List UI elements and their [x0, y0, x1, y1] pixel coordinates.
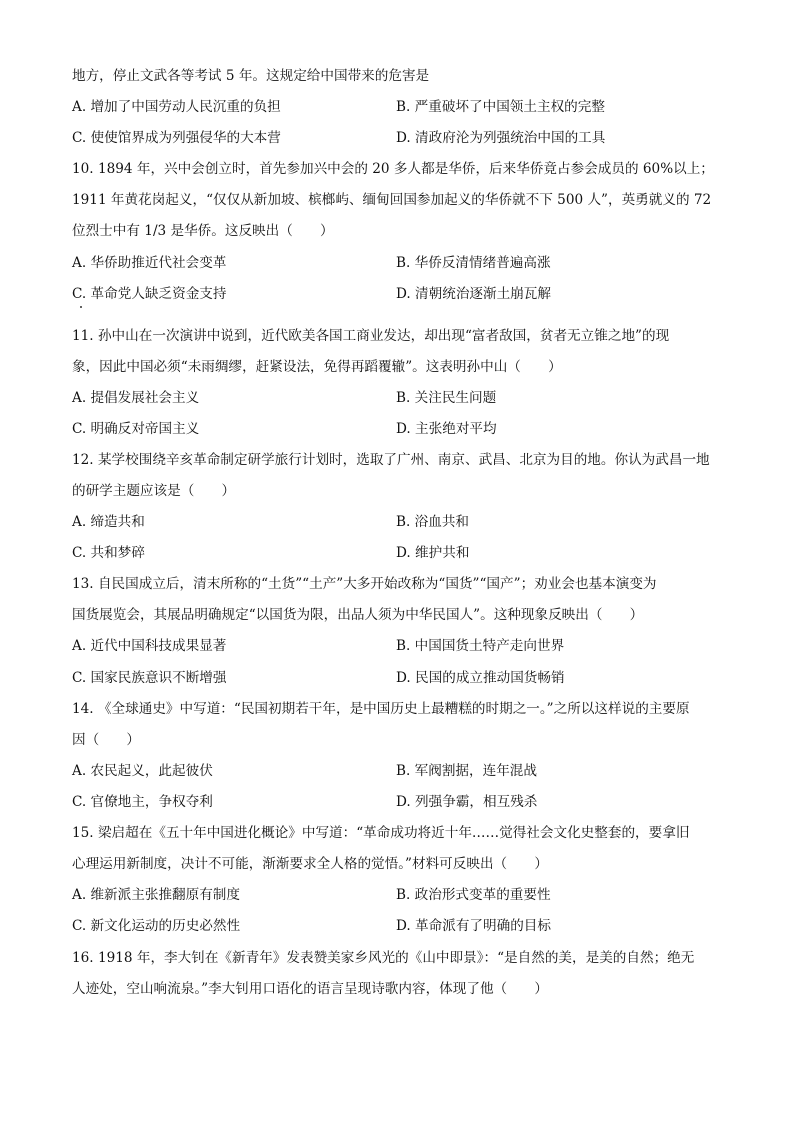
q14-option-a: A. 农民起义，此起彼伏	[72, 763, 213, 779]
q14-option-d: D. 列强争霸，相互残杀	[396, 794, 538, 810]
q11-stem-line2: 象，因此中国必须“未雨绸缪，赶紧设法，免得再蹈覆辙”。这表明孙中山（ ）	[72, 359, 562, 375]
q12-option-d: D. 维护共和	[396, 545, 470, 561]
q12-stem-line2: 的研学主题应该是（ ）	[72, 483, 236, 499]
q11-option-d: D. 主张绝对平均	[396, 421, 497, 437]
q10-stem-line2: 1911 年黄花岗起义，“仅仅从新加坡、槟榔屿、缅甸回国参加起义的华侨就不下 500 人”，英勇就义的 72	[72, 192, 712, 208]
q14-option-b: B. 军阀割据，连年混战	[396, 763, 537, 779]
q15-option-a: A. 维新派主张推翻原有制度	[72, 887, 240, 903]
q13-option-a: A. 近代中国科技成果显著	[72, 638, 227, 654]
q13-stem-line2: 国货展览会，其展品明确规定“以国货为限，出品人须为中华民国人”。这种现象反映出（ ）	[72, 607, 644, 623]
q14-stem-line1: 14. 《全球通史》中写道：“民国初期若干年，是中国历史上最糟糕的时期之一。”之所以这样说的主要原	[72, 701, 690, 717]
q10-stem-line1: 10. 1894 年，兴中会创立时，首先参加兴中会的 20 多人都是华侨，后来华侨竟占参会成员的 60%以上；	[72, 161, 714, 177]
q10-stem-line3: 位烈士中有 1/3 是华侨。这反映出（ ）	[72, 223, 334, 239]
q13-option-c: C. 国家民族意识不断增强	[72, 670, 227, 686]
q12-option-a: A. 缔造共和	[72, 514, 145, 530]
q15-option-c: C. 新文化运动的历史必然性	[72, 918, 241, 934]
q16-stem-line1: 16. 1918 年，李大钊在《新青年》发表赞美家乡风光的《山中即景》：“是自然的美，是美的自然；绝无	[72, 950, 695, 966]
q11-option-b: B. 关注民生问题	[396, 390, 497, 406]
q9-option-c: C. 使使馆界成为列强侵华的大本营	[72, 130, 281, 146]
q13-option-b: B. 中国国货土特产走向世界	[396, 638, 565, 654]
q9-stem: 地方，停止文武各等考试 5 年。这规定给中国带来的危害是	[72, 68, 430, 84]
q14-stem-line2: 因（ ）	[72, 732, 140, 748]
q10-option-c: C. 革命党人缺乏资金支持	[72, 286, 227, 302]
q11-option-c: C. 明确反对帝国主义	[72, 421, 200, 437]
q15-option-d: D. 革命派有了明确的目标	[396, 918, 551, 934]
q10-option-d: D. 清朝统治逐渐土崩瓦解	[396, 286, 551, 302]
q11-option-a: A. 提倡发展社会主义	[72, 390, 200, 406]
q11-stem-line1: 11. 孙中山在一次演讲中说到，近代欧美各国工商业发达，却出现“富者敌国，贫者无立锥之地”的现	[72, 328, 670, 344]
q10-option-b: B. 华侨反清情绪普遍高涨	[396, 255, 551, 271]
q15-option-b: B. 政治形式变革的重要性	[396, 887, 551, 903]
stray-dot	[80, 306, 82, 308]
q9-option-a: A. 增加了中国劳动人民沉重的负担	[72, 99, 281, 115]
q12-stem-line1: 12. 某学校围绕辛亥革命制定研学旅行计划时，选取了广州、南京、武昌、北京为目的地。你认为武昌一地	[72, 452, 710, 468]
q9-option-d: D. 清政府沦为列强统治中国的工具	[396, 130, 606, 146]
q15-stem-line1: 15. 梁启超在《五十年中国进化概论》中写道：“革命成功将近十年……觉得社会文化史整套的，要拿旧	[72, 825, 690, 841]
q14-option-c: C. 官僚地主，争权夺利	[72, 794, 213, 810]
q16-stem-line2: 人迹处，空山响流泉。”李大钊用口语化的语言呈现诗歌内容，体现了他（ ）	[72, 981, 548, 997]
q15-stem-line2: 心理运用新制度，决计不可能，渐渐要求全人格的觉悟。”材料可反映出（ ）	[72, 856, 548, 872]
q10-option-a: A. 华侨助推近代社会变革	[72, 255, 227, 271]
q13-option-d: D. 民国的成立推动国货畅销	[396, 670, 565, 686]
q12-option-c: C. 共和梦碎	[72, 545, 145, 561]
q9-option-b: B. 严重破坏了中国领土主权的完整	[396, 99, 605, 115]
q12-option-b: B. 浴血共和	[396, 514, 470, 530]
q13-stem-line1: 13. 自民国成立后，清末所称的“土货”“土产”大多开始改称为“国货”“国产”；劝业会也基本演变为	[72, 576, 657, 592]
